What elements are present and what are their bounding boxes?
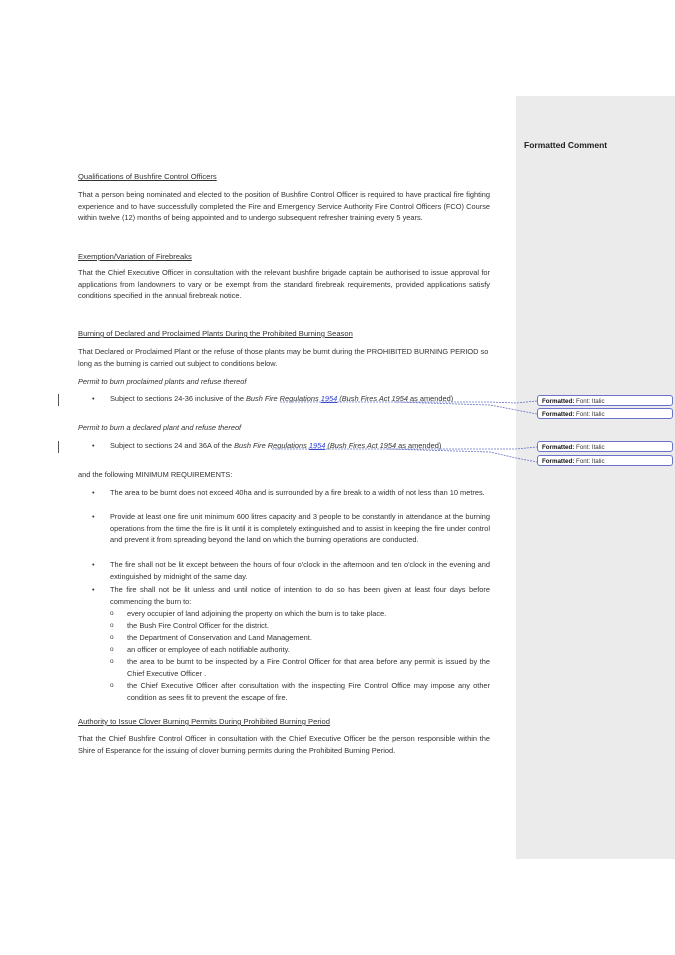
paragraph-burning: That Declared or Proclaimed Plant or the refuse of those plants may be burnt during the PROHIBITED BURNING PERIOD so long as the burning is carried out subject to conditions below. [78, 347, 489, 368]
notify-item [110, 644, 490, 656]
sub-bullet-marker: o [110, 658, 114, 665]
comment-margin-pane [516, 96, 675, 859]
permit2-text: Subject to sections 24 and 36A of the Bush Fire Regulations 1954 (Bush Fires Act 1954 as amended) [110, 441, 442, 450]
bullet-marker: • [92, 585, 95, 594]
formatting-balloon[interactable]: Formatted: Font: Italic [537, 441, 673, 452]
notify-text: the Bush Fire Control Officer for the district. [127, 621, 269, 630]
heading-burning: Burning of Declared and Proclaimed Plants During the Prohibited Burning Season [78, 329, 353, 338]
sub-bullet-marker: o [110, 682, 114, 689]
bullet-marker: • [92, 394, 95, 403]
change-bar [58, 441, 59, 453]
heading-authority: Authority to Issue Clover Burning Permits During Prohibited Burning Period [78, 717, 330, 726]
permit1-bullet [92, 393, 490, 405]
requirement-item [92, 584, 490, 607]
formatting-balloon[interactable]: Formatted: Font: Italic [537, 455, 673, 466]
notify-item [110, 608, 490, 620]
notify-text: an officer or employee of each notifiable authority. [127, 645, 290, 654]
notify-text: the area to be burnt to be inspected by a Fire Control Officer for that area before any permit is issued by the Chief Executive Officer . [127, 657, 490, 678]
requirement-text: The fire shall not be lit except between the hours of four o'clock in the afternoon and ten o'clock in the evening and extinguished by midnight of the same day. [110, 560, 490, 581]
notify-item [110, 620, 490, 632]
permit2-label: Permit to burn a declared plant and refuse thereof [78, 423, 242, 432]
regulation-year-link[interactable]: 1954 [320, 394, 338, 403]
sub-bullet-marker: o [110, 610, 114, 617]
bullet-marker: • [92, 488, 95, 497]
sub-bullet-marker: o [110, 634, 114, 641]
notify-text: the Chief Executive Officer after consultation with the inspecting Fire Control Office may impose any other condition as sees fit to prevent the escape of fire. [127, 681, 490, 702]
sub-bullet-marker: o [110, 622, 114, 629]
paragraph-authority: That the Chief Bushfire Control Officer in consultation with the Chief Executive Officer be the person responsible within the Shire of Esperance for the issuing of clover burning permits during the Prohibited Burning Period. [78, 734, 490, 755]
sub-bullet-marker: o [110, 646, 114, 653]
notify-text: the Department of Conservation and Land Management. [127, 633, 312, 642]
notify-text: every occupier of land adjoining the property on which the burn is to take place. [127, 609, 387, 618]
regulation-year-link[interactable]: 1954 [308, 441, 326, 450]
requirement-item [92, 511, 490, 546]
bullet-marker: • [92, 560, 95, 569]
min-requirements: and the following MINIMUM REQUIREMENTS: [78, 470, 233, 479]
heading-exemption: Exemption/Variation of Firebreaks [78, 252, 192, 261]
heading-qualifications: Qualifications of Bushfire Control Officers [78, 172, 217, 181]
comment-pane-title: Formatted Comment [524, 140, 608, 150]
paragraph-exemption: That the Chief Executive Officer in consultation with the relevant bushfire brigade captain be authorised to issue approval for applications from landowners to vary or be exempt from the standard firebreak requirements, provided applications satisfy conditions specified in the annual firebreak notice. [78, 268, 490, 301]
permit1-text: Subject to sections 24-36 inclusive of the Bush Fire Regulations 1954 (Bush Fires Act 1954 as amended) [110, 394, 454, 403]
change-bar [58, 394, 59, 406]
requirement-text: The area to be burnt does not exceed 40ha and is surrounded by a fire break to a width of not less than 10 metres. [110, 488, 485, 497]
formatting-balloon[interactable]: Formatted: Font: Italic [537, 408, 673, 419]
notify-item [110, 632, 490, 644]
notify-item [110, 680, 490, 703]
requirement-text: Provide at least one fire unit minimum 600 litres capacity and 3 people to be constantly in attendance at the burning operations from the time the fire is lit until it is completely extinguished and to assist in keeping the fire under control and prevent it from spreading beyond the land on which the burning operations are conducted. [110, 512, 490, 545]
paragraph-qualifications: That a person being nominated and elected to the position of Bushfire Control Officer is required to have practical fire fighting experience and to have successfully completed the Fire and Emergency Service Authority Fire Control Officers (FCO) Course within twelve (12) months of being appointed and to undergo subsequent refresher training every 5 years. [78, 190, 490, 223]
bullet-marker: • [92, 512, 95, 521]
requirement-text: The fire shall not be lit unless and until notice of intention to do so has been given at least four days before commencing the burn to: [110, 585, 490, 606]
notify-item [110, 656, 490, 679]
bullet-marker: • [92, 441, 95, 450]
permit1-label: Permit to burn proclaimed plants and refuse thereof [78, 377, 247, 386]
permit2-bullet [92, 440, 490, 452]
formatting-balloon[interactable]: Formatted: Font: Italic [537, 395, 673, 406]
requirement-item [92, 487, 490, 499]
requirement-item [92, 559, 490, 582]
